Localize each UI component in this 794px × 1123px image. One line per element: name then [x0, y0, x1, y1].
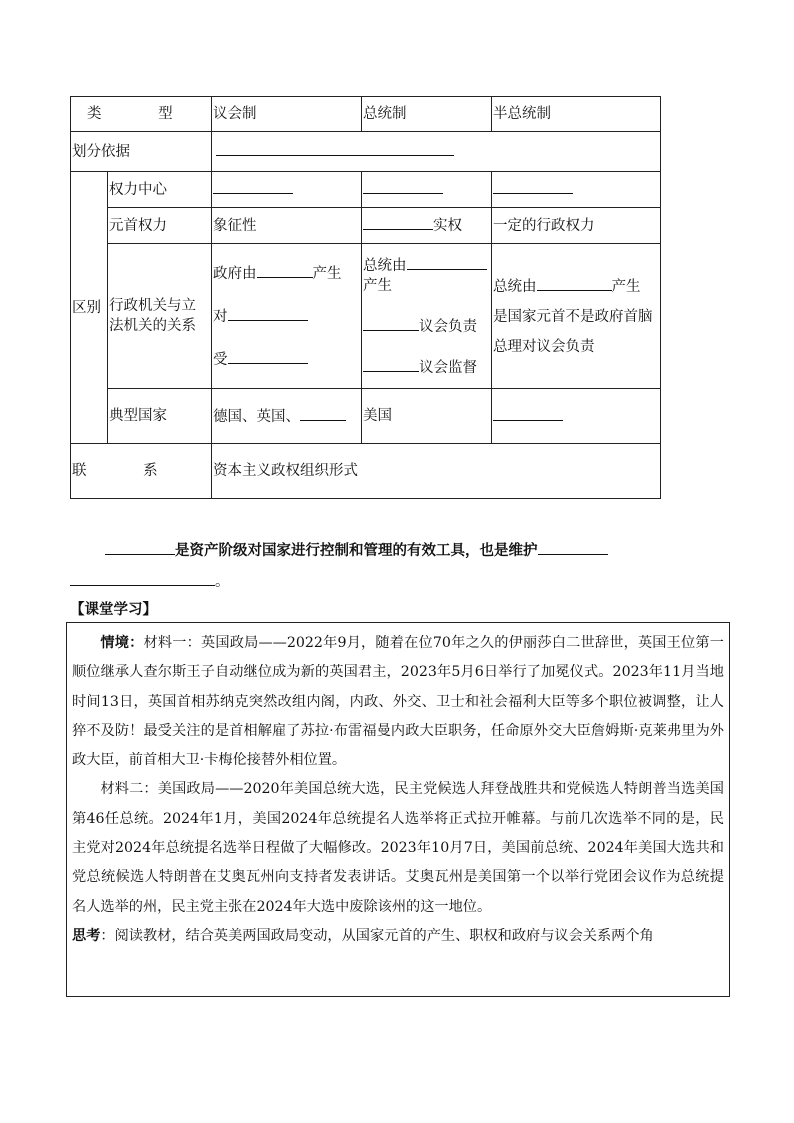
sentence-blank-2[interactable] [538, 540, 608, 555]
power-center-blank-3[interactable] [493, 179, 573, 194]
basis-blank[interactable] [216, 141, 454, 156]
link-row [71, 444, 661, 499]
table-header-row [71, 97, 661, 132]
sentence-blank-3[interactable] [70, 571, 215, 586]
typical-row [71, 389, 661, 444]
relation-col2: 总统由 产生 议会负责 议会监督 [362, 244, 492, 389]
relation-c1-blank-3[interactable] [228, 349, 308, 364]
section-title: 【课堂学习】 [70, 602, 157, 618]
think-question: 思考：阅读教材，结合英美两国政局变动，从国家元首的产生、职权和政府与议会关系两个角 [72, 927, 654, 944]
head-power-col3: 一定的行政权力 [492, 208, 661, 244]
head-power-row [71, 208, 661, 244]
relation-label: 行政机关与立法机关的关系 [108, 244, 212, 389]
head-power-col1: 象征性 [212, 208, 362, 244]
typical-col1: 德国、英国、 [212, 389, 362, 444]
material-two: 材料二：美国政局——2020年美国总统大选，民主党候选人拜登战胜共和党候选人特朗普当选美国第46任总统。2024年1月，美国2024年总统提名人选举将正式拉开帷幕。与前几次选举不同的是，民主党对2024年总统提名选举日程做了大幅修改。2023年10月7日，美国前总统、2024年美国大选共和党总统候选人特朗普在艾奥瓦州向支持者发表讲话。艾奥瓦州是美国第一个以举行党团会议作为总统提名人选举的州，民主党主张在2024年大选中废除该州的这一地位。 [72, 781, 724, 915]
fill-in-sentence-line2: 。 [70, 570, 230, 591]
power-center-col3 [492, 172, 661, 208]
typical-blank-3[interactable] [493, 406, 563, 421]
head-power-blank[interactable] [363, 215, 433, 230]
sentence-blank-1[interactable] [105, 540, 175, 555]
head-power-col2: 实权 [362, 208, 492, 244]
relation-col3: 总统由 产生 是国家元首不是政府首脑 总理对议会负责 [492, 244, 661, 389]
relation-c1-blank-2[interactable] [228, 306, 308, 321]
typical-label: 典型国家 [108, 389, 212, 444]
type-header: 类 型 [71, 97, 212, 132]
power-center-col2 [362, 172, 492, 208]
material-one: 情境：材料一：英国政局——2022年9月，随着在位70年之久的伊丽莎白二世辞世，英国王位第一顺位继承人查尔斯王子自动继位成为新的英国君主，2023年5月6日举行了加冕仪式。2023年11月当地时间13日，英国首相苏纳克突然改组内阁，内政、外交、卫士和社会福利大臣等多个职位被调整，让人猝不及防！最受关注的是首相解雇了苏拉·布雷福曼内政大臣职务，任命原外交大臣詹姆斯·克莱弗里为外政大臣，前首相大卫·卡梅伦接替外相位置。 [72, 635, 724, 769]
head-power-label: 元首权力 [108, 208, 212, 244]
fill-in-sentence: 是资产阶级对国家进行控制和管理的有效工具，也是维护 [105, 539, 608, 560]
material-box [66, 622, 730, 997]
link-label: 联 系 [71, 444, 212, 499]
typical-col3 [492, 389, 661, 444]
link-value: 资本主义政权组织形式 [212, 444, 661, 499]
basis-cell [212, 132, 661, 172]
relation-c1-blank-1[interactable] [257, 263, 313, 278]
power-center-label: 权力中心 [108, 172, 212, 208]
power-center-blank-2[interactable] [363, 179, 443, 194]
basis-row [71, 132, 661, 172]
relation-row [71, 244, 661, 389]
comparison-table [70, 96, 661, 499]
header-parliamentary: 议会制 [212, 97, 362, 132]
relation-c2-blank-2[interactable] [363, 316, 419, 331]
typical-col2: 美国 [362, 389, 492, 444]
power-center-blank-1[interactable] [213, 179, 293, 194]
relation-c2-blank-1[interactable] [407, 255, 487, 270]
power-center-row [71, 172, 661, 208]
header-semi-presidential: 半总统制 [492, 97, 661, 132]
power-center-col1 [212, 172, 362, 208]
relation-c3-blank-1[interactable] [537, 276, 612, 291]
difference-label: 区别 [71, 172, 108, 444]
relation-c2-blank-3[interactable] [363, 357, 419, 372]
typical-blank-1[interactable] [300, 406, 346, 421]
basis-label: 划分依据 [71, 132, 212, 172]
relation-col1: 政府由 产生 对 受 [212, 244, 362, 389]
header-presidential: 总统制 [362, 97, 492, 132]
